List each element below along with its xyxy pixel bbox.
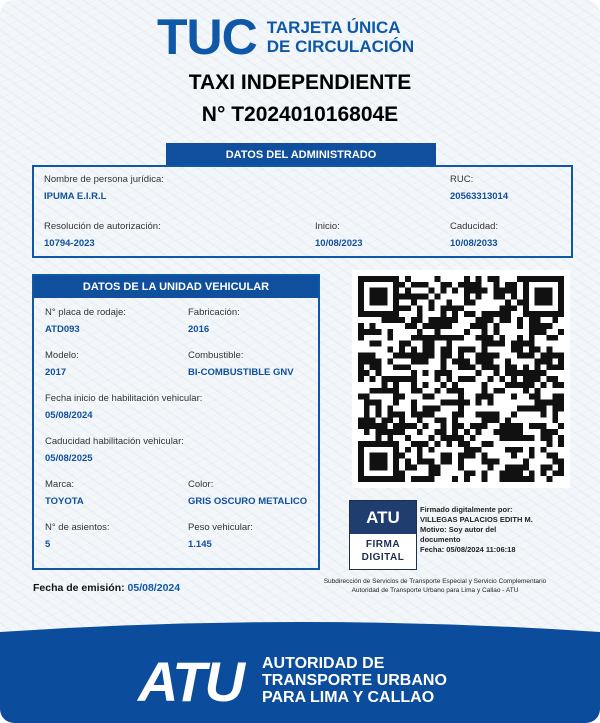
- atu-footer-text: [262, 655, 447, 706]
- signature-line-2: VILLEGAS PALACIOS EDITH M.: [420, 515, 533, 524]
- inicio-habilitacion-value: 05/08/2024: [45, 410, 93, 421]
- subdireccion-line-1: Subdirección de Servicios de Transporte Especial y Servicio Complementario: [323, 578, 547, 585]
- caducidad-habilitacion-value: 05/08/2025: [45, 453, 93, 464]
- signature-line-1: Firmado digitalmente por:: [420, 505, 513, 514]
- atu-footer-line3: PARA LIMA Y CALLAO: [262, 689, 435, 706]
- caducidad-habilitacion-label: Caducidad habilitación vehicular:: [45, 436, 184, 447]
- color-value: GRIS OSCURO METALICO: [188, 496, 308, 507]
- inicio-habilitacion-label: Fecha inicio de habilitación vehicular:: [45, 393, 203, 404]
- atu-footer-logo: ATU: [138, 650, 243, 713]
- firma-word: FIRMA: [365, 539, 401, 550]
- peso-label: Peso vehicular:: [188, 522, 253, 533]
- tuc-logo-subtitle: [267, 18, 414, 56]
- peso-value: 1.145: [188, 539, 212, 550]
- fabricacion-value: 2016: [188, 324, 210, 335]
- modelo-value: 2017: [45, 367, 67, 378]
- combustible-value: BI-COMBUSTIBLE GNV: [188, 367, 294, 378]
- atu-footer-line2: TRANSPORTE URBANO: [262, 672, 447, 689]
- nombre-label: Nombre de persona jurídica:: [44, 174, 164, 185]
- ruc-label: RUC:: [450, 174, 474, 185]
- placa-label: N° placa de rodaje:: [45, 307, 126, 318]
- caducidad-value: 10/08/2033: [450, 238, 498, 249]
- ruc-value: 20563313014: [450, 191, 509, 202]
- document-type: TAXI INDEPENDIENTE: [188, 71, 412, 94]
- resolucion-value: 10794-2023: [44, 238, 95, 249]
- asientos-label: N° de asientos:: [45, 522, 110, 533]
- placa-value: ATD093: [45, 324, 80, 335]
- nombre-value: IPUMA E.I.R.L: [44, 191, 107, 202]
- vehiculo-section-title: DATOS DE LA UNIDAD VEHICULAR: [34, 276, 318, 298]
- tuc-logo-line2: DE CIRCULACIÓN: [266, 37, 415, 56]
- color-label: Color:: [188, 479, 214, 490]
- firma-atu-mark: ATU: [350, 501, 416, 534]
- subdireccion-line-2: Autoridad de Transporte Urbano para Lima y Callao - ATU: [351, 587, 519, 594]
- signature-line-3: Motivo: Soy autor del: [420, 525, 497, 534]
- signature-line-4: documento: [420, 535, 461, 544]
- atu-footer-line1: AUTORIDAD DE: [262, 655, 385, 672]
- combustible-label: Combustible:: [188, 350, 244, 361]
- tuc-logo: [157, 9, 415, 65]
- fecha-emision-label: Fecha de emisión:: [33, 582, 125, 594]
- tuc-logo-word: TUC: [157, 9, 257, 65]
- firma-digital-logo: [349, 500, 417, 570]
- digital-word: DIGITAL: [361, 552, 405, 563]
- fabricacion-label: Fabricación:: [188, 307, 240, 318]
- modelo-label: Modelo:: [45, 350, 79, 361]
- signature-line-5: Fecha: 05/08/2024 11:06:18: [420, 545, 516, 554]
- asientos-value: 5: [45, 539, 51, 550]
- administrado-section-title: DATOS DEL ADMINISTRADO: [166, 143, 436, 167]
- qr-code: [352, 270, 570, 488]
- inicio-label: Inicio:: [315, 221, 340, 232]
- caducidad-label: Caducidad:: [450, 221, 499, 232]
- fecha-emision-value: 05/08/2024: [127, 582, 181, 594]
- marca-label: Marca:: [45, 479, 75, 490]
- document-number: N° T202401016804E: [201, 103, 399, 126]
- marca-value: TOYOTA: [45, 496, 84, 507]
- resolucion-label: Resolución de autorización:: [44, 221, 161, 232]
- inicio-value: 10/08/2023: [315, 238, 363, 249]
- fecha-emision: [33, 582, 180, 594]
- tuc-logo-line1: TARJETA ÚNICA: [266, 18, 401, 37]
